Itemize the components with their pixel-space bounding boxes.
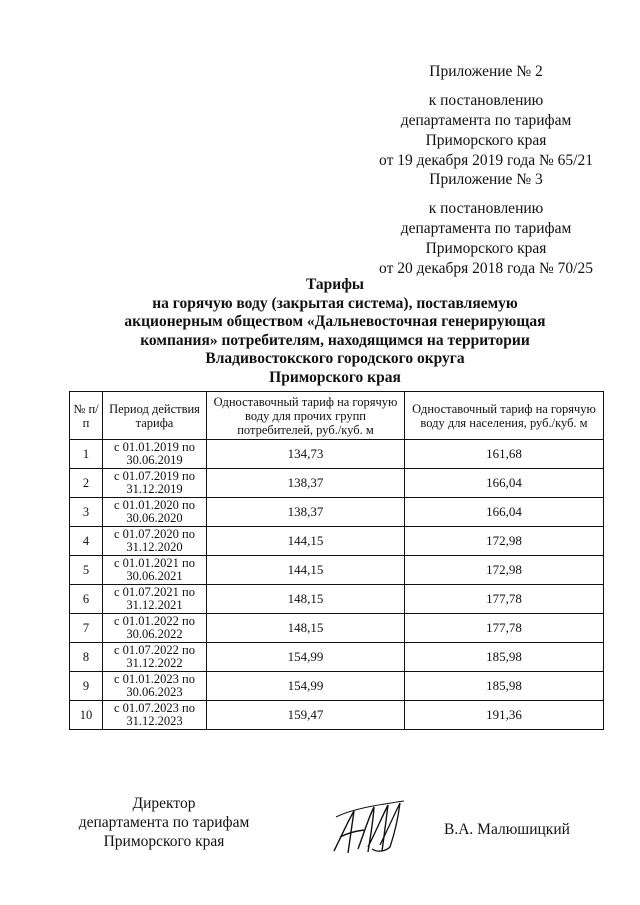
row-period: с 01.01.2022 по 30.06.2022 xyxy=(103,614,207,643)
table-row xyxy=(70,498,604,527)
appendix-current-line: Приморского края xyxy=(425,132,547,149)
row-period: с 01.07.2019 по 31.12.2019 xyxy=(103,469,207,498)
row-tariff-other: 154,99 xyxy=(207,643,405,672)
appendix-current-line: от 19 декабря 2019 года № 65/21 xyxy=(379,152,593,169)
row-number: 3 xyxy=(70,498,103,527)
row-number: 8 xyxy=(70,643,103,672)
row-period: с 01.01.2020 по 30.06.2020 xyxy=(103,498,207,527)
row-period: с 01.01.2021 по 30.06.2021 xyxy=(103,556,207,585)
row-number: 2 xyxy=(70,469,103,498)
row-tariff-population: 177,78 xyxy=(405,614,604,643)
appendix-previous-line: к постановлению xyxy=(428,200,544,217)
row-number: 6 xyxy=(70,585,103,614)
table-row xyxy=(70,527,604,556)
appendix-previous-line: от 20 декабря 2018 года № 70/25 xyxy=(379,260,593,277)
row-tariff-population: 185,98 xyxy=(405,643,604,672)
title-line: компания» потребителям, находящимся на территории xyxy=(140,331,530,349)
row-tariff-population: 166,04 xyxy=(405,498,604,527)
row-tariff-population: 166,04 xyxy=(405,469,604,498)
title-line: Приморского края xyxy=(269,368,401,386)
table-header-row xyxy=(70,392,604,440)
row-tariff-population: 185,98 xyxy=(405,672,604,701)
title-line: Владивостокского городского округа xyxy=(205,350,465,367)
row-period: с 01.07.2021 по 31.12.2021 xyxy=(103,585,207,614)
table-row xyxy=(70,469,604,498)
row-tariff-other: 144,15 xyxy=(207,556,405,585)
row-number: 1 xyxy=(70,440,103,469)
table-row xyxy=(70,701,604,730)
appendix-previous-line: департамента по тарифам xyxy=(400,220,572,237)
table-row xyxy=(70,614,604,643)
signatory-position-line: департамента по тарифам xyxy=(78,814,250,831)
row-tariff-other: 138,37 xyxy=(207,498,405,527)
row-tariff-other: 148,15 xyxy=(207,614,405,643)
row-period: с 01.07.2020 по 31.12.2020 xyxy=(103,527,207,556)
row-tariff-other: 159,47 xyxy=(207,701,405,730)
row-tariff-population: 177,78 xyxy=(405,585,604,614)
appendix-previous-heading: Приложение № 3 xyxy=(429,171,543,188)
appendix-current-line: департамента по тарифам xyxy=(400,112,572,129)
row-period: с 01.01.2019 по 30.06.2019 xyxy=(103,440,207,469)
table-row xyxy=(70,440,604,469)
row-number: 9 xyxy=(70,672,103,701)
header-tariff-population: Одноставочный тариф на горячую воду для населения, руб./куб. м xyxy=(405,392,604,440)
row-period: с 01.07.2023 по 31.12.2023 xyxy=(103,701,207,730)
row-tariff-population: 191,36 xyxy=(405,701,604,730)
row-tariff-population: 172,98 xyxy=(405,556,604,585)
appendix-current-heading: Приложение № 2 xyxy=(429,63,543,80)
handwritten-signature xyxy=(328,797,408,857)
signatory-position-line: Директор xyxy=(132,795,196,812)
appendix-current-line: к постановлению xyxy=(428,92,544,109)
row-tariff-other: 144,15 xyxy=(207,527,405,556)
row-tariff-population: 172,98 xyxy=(405,527,604,556)
row-period: с 01.01.2023 по 30.06.2023 xyxy=(103,672,207,701)
title-line: Тарифы xyxy=(305,276,365,293)
row-tariff-population: 161,68 xyxy=(405,440,604,469)
header-period: Период действия тарифа xyxy=(103,392,207,440)
document-title xyxy=(70,276,600,387)
title-line: акционерным обществом «Дальневосточная генерирующая xyxy=(124,313,546,330)
title-line: на горячую воду (закрытая система), поставляемую xyxy=(152,294,518,312)
header-tariff-other: Одноставочный тариф на горячую воду для прочих групп потребителей, руб./куб. м xyxy=(207,392,405,440)
row-number: 5 xyxy=(70,556,103,585)
signatory-position-line: Приморского края xyxy=(103,833,225,850)
tariff-table xyxy=(69,391,604,730)
row-tariff-other: 138,37 xyxy=(207,469,405,498)
signatory-name: В.А. Малюшицкий xyxy=(444,821,570,838)
row-period: с 01.07.2022 по 31.12.2022 xyxy=(103,643,207,672)
appendix-previous-line: Приморского края xyxy=(425,240,547,257)
header-num: № п/п xyxy=(70,392,103,440)
table-row xyxy=(70,556,604,585)
row-tariff-other: 154,99 xyxy=(207,672,405,701)
row-tariff-other: 134,73 xyxy=(207,440,405,469)
appendix-previous xyxy=(376,170,596,279)
row-number: 7 xyxy=(70,614,103,643)
appendix-current xyxy=(376,62,596,171)
row-number: 10 xyxy=(70,701,103,730)
row-number: 4 xyxy=(70,527,103,556)
row-tariff-other: 148,15 xyxy=(207,585,405,614)
table-row xyxy=(70,585,604,614)
signatory-position xyxy=(74,794,254,851)
table-row xyxy=(70,643,604,672)
table-row xyxy=(70,672,604,701)
